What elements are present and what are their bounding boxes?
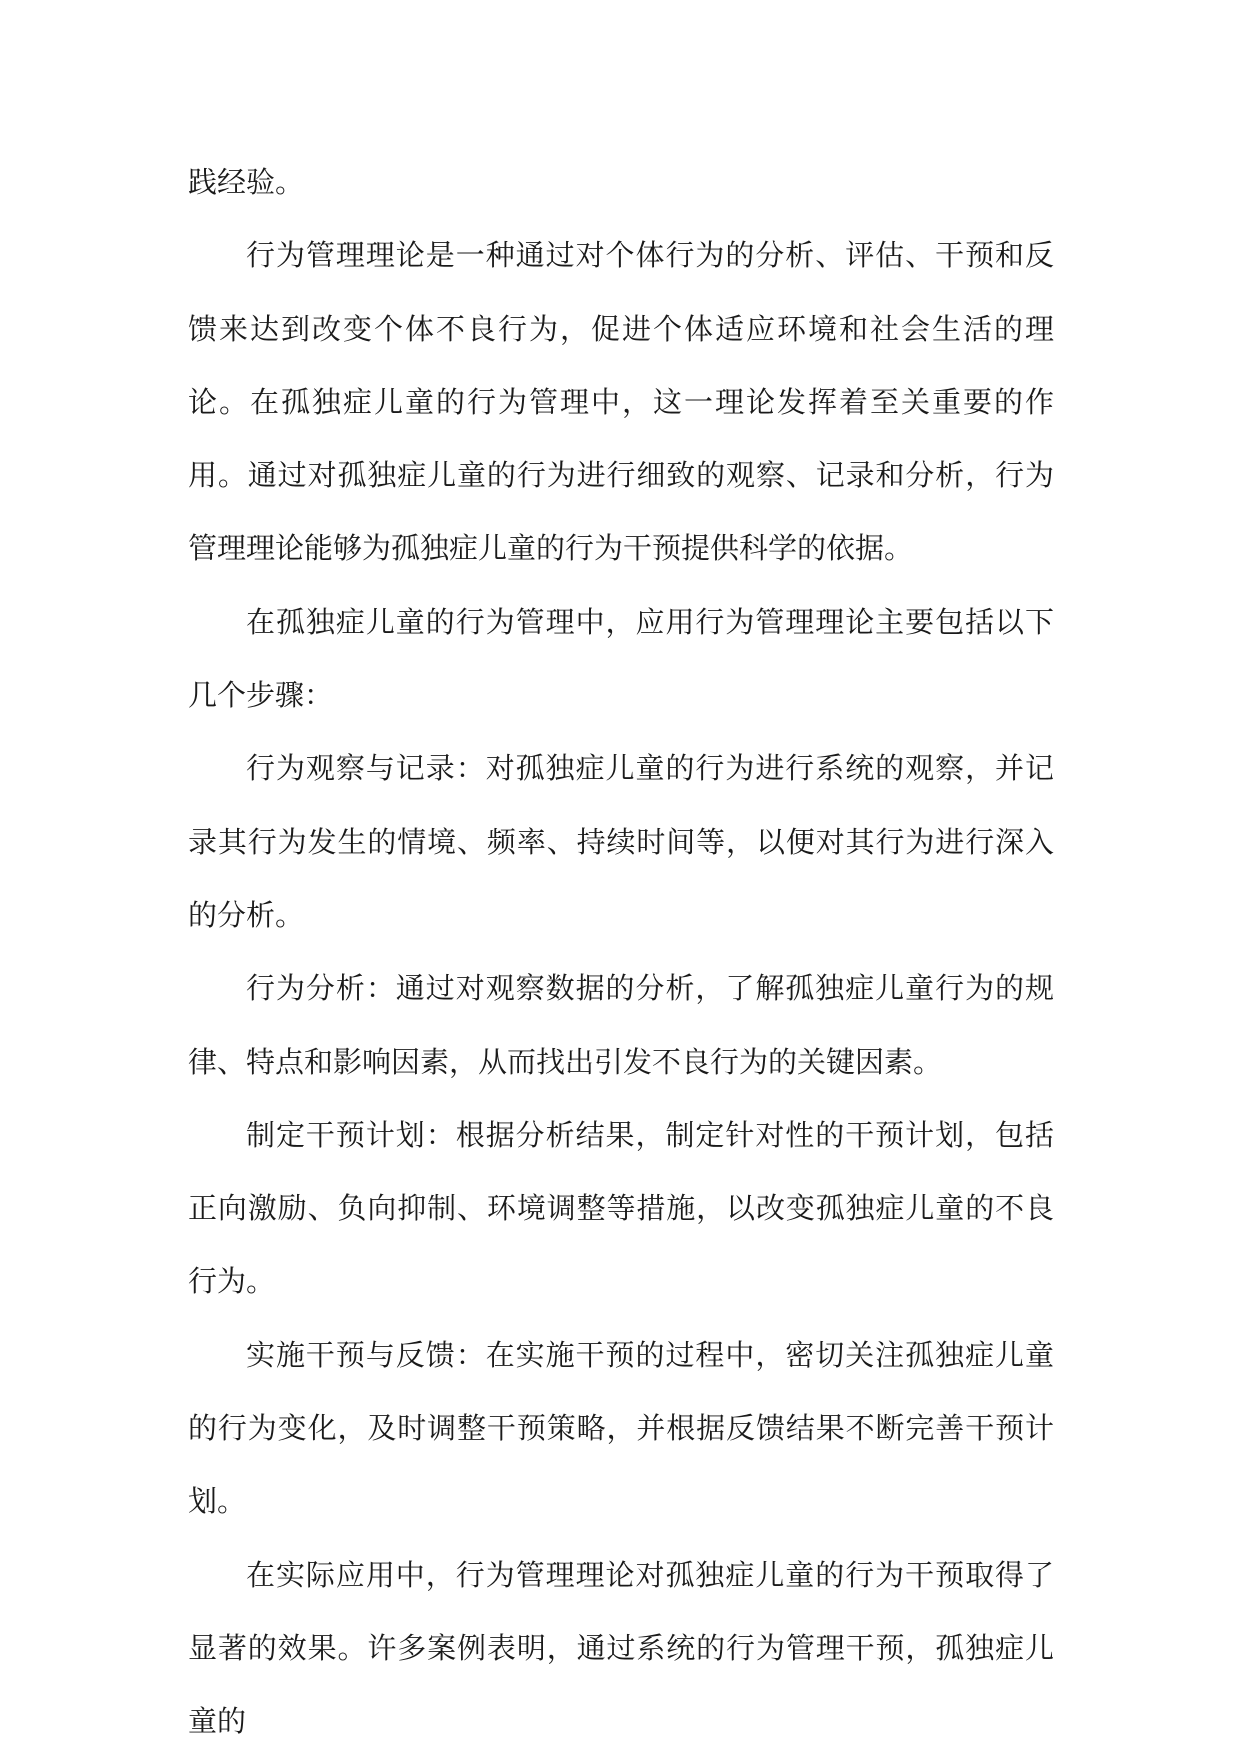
paragraph-7: 实施干预与反馈：在实施干预的过程中，密切关注孤独症儿童的行为变化，及时调整干预策略，并根据反馈结果不断完善干预计划。 bbox=[188, 1337, 1054, 1519]
body-text bbox=[188, 146, 1054, 1759]
paragraph-1: 践经验。 bbox=[188, 165, 305, 199]
paragraph-8: 在实际应用中，行为管理理论对孤独症儿童的行为干预取得了显著的效果。许多案例表明，通过系统的行为管理干预，孤独症儿童的 bbox=[188, 1557, 1054, 1739]
paragraph-4: 行为观察与记录：对孤独症儿童的行为进行系统的观察，并记录其行为发生的情境、频率、持续时间等，以便对其行为进行深入的分析。 bbox=[188, 751, 1054, 932]
paragraph-6: 制定干预计划：根据分析结果，制定针对性的干预计划，包括正向激励、负向抑制、环境调整等措施，以改变孤独症儿童的不良行为。 bbox=[188, 1117, 1054, 1299]
paragraph-2: 行为管理理论是一种通过对个体行为的分析、评估、干预和反馈来达到改变个体不良行为，促进个体适应环境和社会生活的理论。在孤独症儿童的行为管理中，这一理论发挥着至关重要的作用。通过对孤独症儿童的行为进行细致的观察、记录和分析，行为管理理论能够为孤独症儿童的行为干预提供科学的依据。 bbox=[188, 238, 1054, 566]
paragraph-5: 行为分析：通过对观察数据的分析，了解孤独症儿童行为的规律、特点和影响因素，从而找出引发不良行为的关键因素。 bbox=[188, 971, 1054, 1079]
paragraph-3: 在孤独症儿童的行为管理中，应用行为管理理论主要包括以下几个步骤： bbox=[188, 604, 1054, 713]
